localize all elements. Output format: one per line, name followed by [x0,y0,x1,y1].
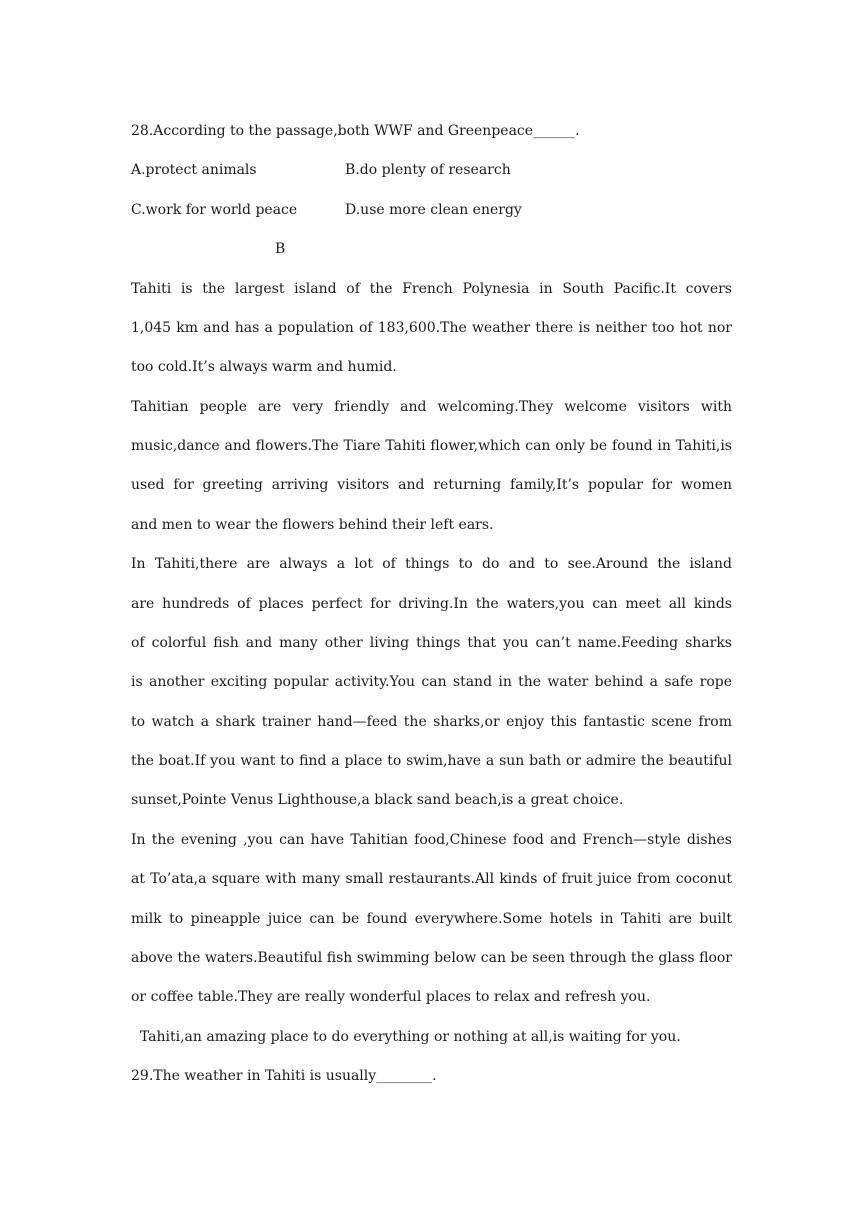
passage-p4-line-5: or coffee table.They are really wonderful places to relax and refresh you. [131,989,651,1005]
passage-p4-line-3: milk to pineapple juice can be found everywhere.Some hotels in Tahiti are built [131,911,732,927]
passage-p4-line-4: above the waters.Beautiful fish swimming below can be seen through the glass floor [131,950,732,966]
passage-p3-line-4: is another exciting popular activity.You can stand in the water behind a safe rope [131,674,732,690]
passage-p3-line-6: the boat.If you want to find a place to swim,have a sun bath or admire the beautiful [131,753,732,769]
passage-p1-line-3: too cold.It’s always warm and humid. [131,359,397,375]
passage-p1-line-2: 1,045 km and has a population of 183,600.The weather there is neither too hot nor [131,320,732,336]
question-28-option-a: A.protect animals [131,162,257,178]
passage-p3-line-7: sunset,Pointe Venus Lighthouse,a black sand beach,is a great choice. [131,792,624,808]
passage-p5-line-1: Tahiti,an amazing place to do everything or nothing at all,is waiting for you. [131,1029,681,1045]
question-28-option-b: B.do plenty of research [345,162,511,178]
question-28-stem: 28.According to the passage,both WWF and Greenpeace______. [131,123,580,139]
question-28-option-d: D.use more clean energy [345,202,522,218]
passage-p2-line-3: used for greeting arriving visitors and returning family,It’s popular for women [131,477,732,493]
passage-p3-line-3: of colorful fish and many other living things that you can’t name.Feeding sharks [131,635,732,651]
question-28-option-c: C.work for world peace [131,202,298,218]
passage-p3-line-2: are hundreds of places perfect for driving.In the waters,you can meet all kinds [131,596,732,612]
question-29-stem: 29.The weather in Tahiti is usually________. [131,1068,437,1084]
passage-p2-line-4: and men to wear the flowers behind their left ears. [131,517,494,533]
passage-p2-line-2: music,dance and flowers.The Tiare Tahiti flower,which can only be found in Tahiti,is [131,438,732,454]
passage-p3-line-5: to watch a shark trainer hand—feed the sharks,or enjoy this fantastic scene from [131,714,732,730]
passage-p1-line-1: Tahiti is the largest island of the French Polynesia in South Pacific.It covers [131,281,732,297]
section-label: B [275,241,286,257]
passage-p4-line-1: In the evening ,you can have Tahitian food,Chinese food and French—style dishes [131,832,732,848]
passage-p3-line-1: In Tahiti,there are always a lot of things to do and to see.Around the island [131,556,732,572]
passage-p2-line-1: Tahitian people are very friendly and welcoming.They welcome visitors with [131,399,732,415]
passage-p4-line-2: at To’ata,a square with many small restaurants.All kinds of fruit juice from coconut [131,871,732,887]
